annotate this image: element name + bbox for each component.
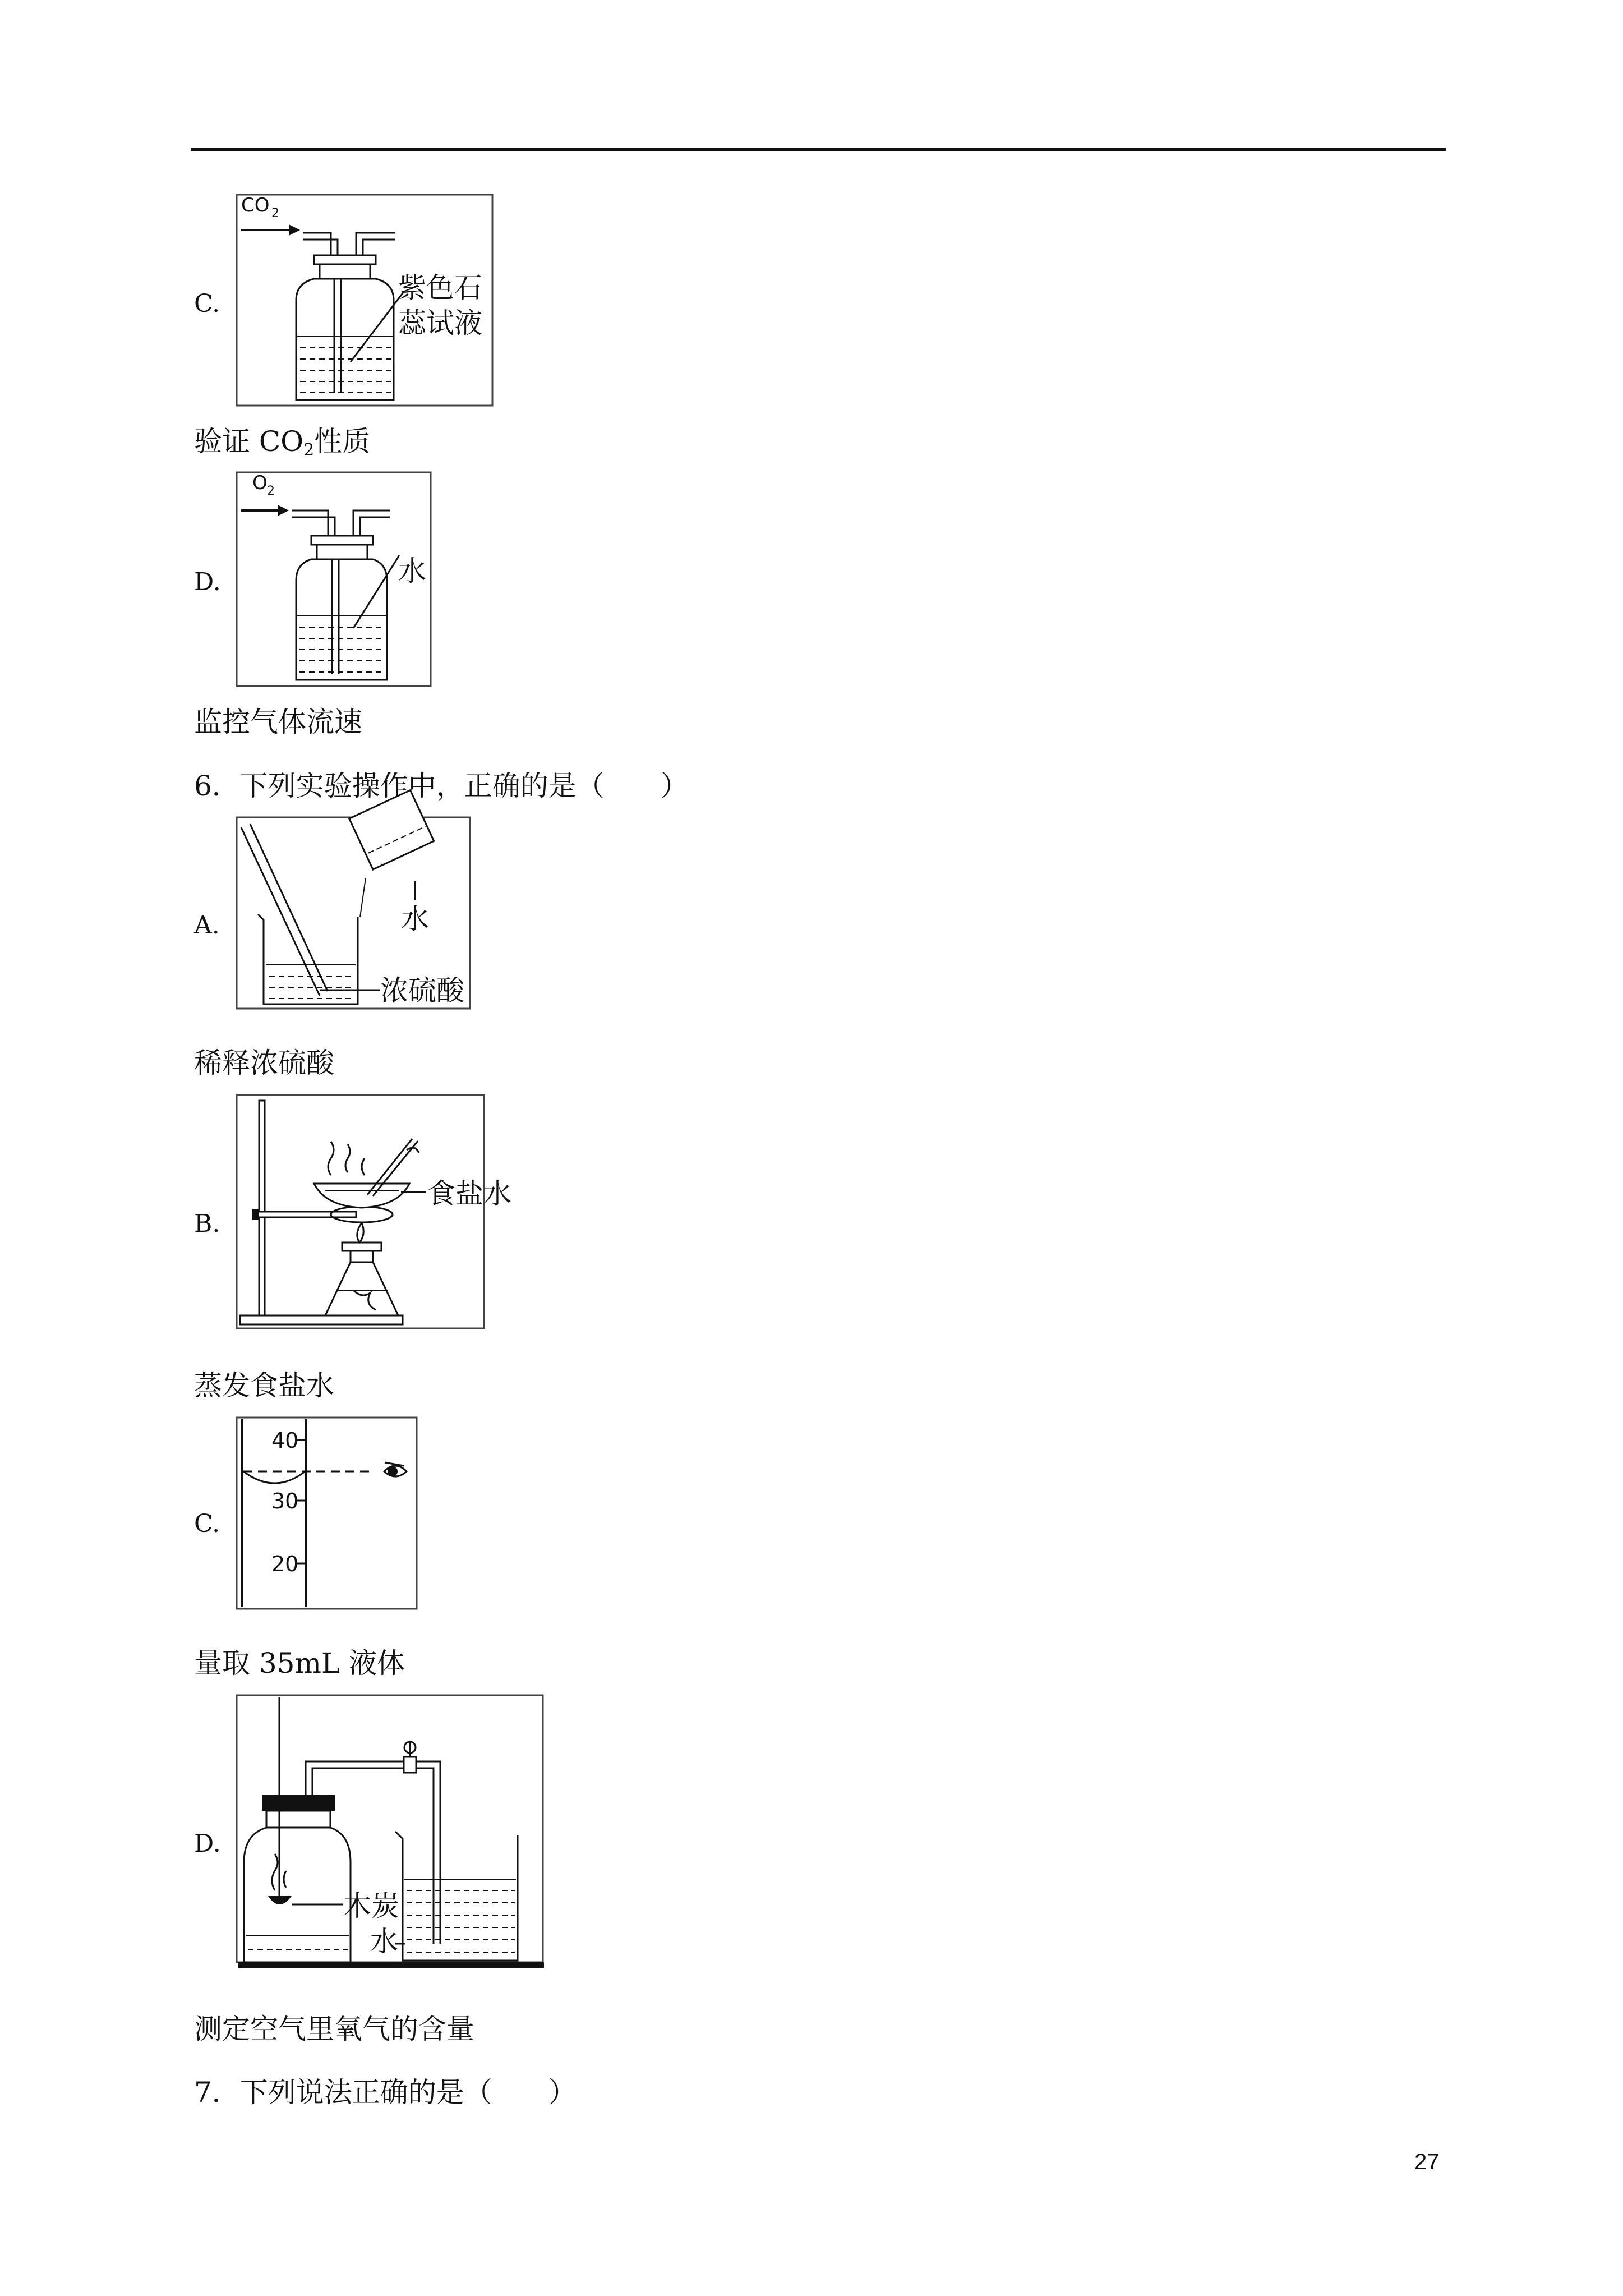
- svg-text:20: 20: [271, 1552, 299, 1576]
- q6-option-b-caption: 蒸发食盐水: [194, 1369, 334, 1402]
- svg-text:水: 水: [398, 555, 426, 587]
- question-7-stem: 7．下列说法正确的是（ ）: [194, 2076, 577, 2109]
- option-c-label: C.: [194, 289, 220, 318]
- svg-text:CO: CO: [241, 194, 270, 217]
- q6-option-c-caption: 量取 35mL 液体: [194, 1647, 405, 1680]
- svg-text:水: 水: [370, 1925, 398, 1958]
- svg-text:2: 2: [271, 206, 279, 220]
- q6-option-d-caption: 测定空气里氧气的含量: [194, 2013, 474, 2045]
- q6-option-b-label: B.: [194, 1209, 220, 1238]
- q6-option-c-label: C.: [194, 1510, 220, 1538]
- svg-text:30: 30: [271, 1489, 299, 1513]
- evaporation-figure: [236, 1094, 511, 1329]
- option-d-label: D.: [194, 568, 221, 596]
- q6-option-d-label: D.: [194, 1829, 221, 1858]
- option-d-caption: 监控气体流速: [194, 706, 362, 738]
- svg-text:O: O: [252, 472, 268, 494]
- svg-text:食盐水: 食盐水: [427, 1177, 511, 1210]
- cylinder-reading-figure: [236, 1416, 418, 1610]
- svg-text:紫色石: 紫色石: [398, 272, 482, 304]
- co2-litmus-figure: [236, 194, 494, 407]
- svg-text:2: 2: [267, 484, 275, 498]
- header-rule: [191, 148, 1446, 151]
- q6-option-a-label: A.: [194, 911, 220, 940]
- o2-water-figure: [236, 471, 432, 687]
- option-c-caption: 验证 $CO_2$性质: [194, 425, 371, 460]
- svg-text:蕊试液: 蕊试液: [398, 307, 482, 339]
- svg-text:木炭: 木炭: [343, 1890, 399, 1922]
- oxygen-content-figure: [236, 1694, 544, 1972]
- question-6-stem: 6．下列实验操作中，正确的是（ ）: [194, 770, 689, 802]
- q6-option-a-caption: 稀释浓硫酸: [194, 1047, 334, 1079]
- page-number: 27: [1414, 2150, 1440, 2174]
- svg-text:40: 40: [271, 1428, 299, 1453]
- svg-text:浓硫酸: 浓硫酸: [380, 974, 464, 1007]
- svg-text:水: 水: [401, 903, 429, 935]
- dilute-acid-figure: [236, 816, 471, 1010]
